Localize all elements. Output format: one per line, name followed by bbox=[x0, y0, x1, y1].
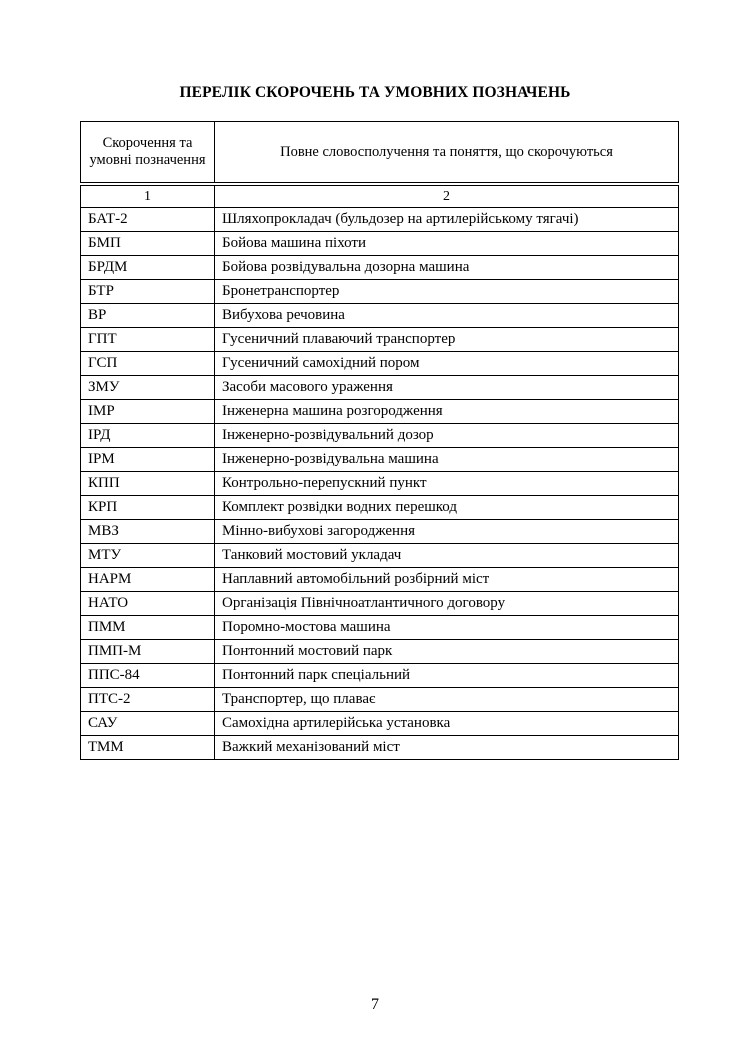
page-number: 7 bbox=[371, 996, 379, 1013]
full-term-cell: Інженерна машина розгородження bbox=[215, 400, 679, 424]
table-row bbox=[81, 472, 679, 496]
full-term-cell: Важкий механізований міст bbox=[215, 736, 679, 760]
full-term-cell: Понтонний парк спеціальний bbox=[215, 664, 679, 688]
table-row bbox=[81, 424, 679, 448]
full-term-cell: Гусеничний самохідний пором bbox=[215, 352, 679, 376]
table-row bbox=[81, 232, 679, 256]
full-term-cell: Інженерно-розвідувальна машина bbox=[215, 448, 679, 472]
abbreviation-cell: НАРМ bbox=[81, 568, 215, 592]
abbreviation-cell: МВЗ bbox=[81, 520, 215, 544]
abbreviation-cell: САУ bbox=[81, 712, 215, 736]
table-row bbox=[81, 256, 679, 280]
abbreviation-cell: БАТ-2 bbox=[81, 208, 215, 232]
page-title: ПЕРЕЛІК СКОРОЧЕНЬ ТА УМОВНИХ ПОЗНАЧЕНЬ bbox=[179, 84, 571, 101]
abbreviation-cell: ПММ bbox=[81, 616, 215, 640]
full-term-cell: Бойова розвідувальна дозорна машина bbox=[215, 256, 679, 280]
header-abbreviation: Скорочення та умовні позначення bbox=[81, 122, 215, 183]
full-term-cell: Бронетранспортер bbox=[215, 280, 679, 304]
abbreviations-table-container bbox=[80, 121, 678, 760]
abbreviation-cell: ТММ bbox=[81, 736, 215, 760]
full-term-cell: Понтонний мостовий парк bbox=[215, 640, 679, 664]
column-number-section bbox=[81, 183, 679, 208]
table-row bbox=[81, 592, 679, 616]
abbreviation-cell: КПП bbox=[81, 472, 215, 496]
full-term-cell: Транспортер, що плаває bbox=[215, 688, 679, 712]
abbreviation-cell: ІРМ bbox=[81, 448, 215, 472]
full-term-cell: Засоби масового ураження bbox=[215, 376, 679, 400]
full-term-cell: Контрольно-перепускний пункт bbox=[215, 472, 679, 496]
table-row bbox=[81, 448, 679, 472]
abbreviation-cell: ЗМУ bbox=[81, 376, 215, 400]
full-term-cell: Наплавний автомобільний розбірний міст bbox=[215, 568, 679, 592]
full-term-cell: Поромно-мостова машина bbox=[215, 616, 679, 640]
abbreviation-cell: ППС-84 bbox=[81, 664, 215, 688]
table-row bbox=[81, 688, 679, 712]
abbreviation-cell: ПТС-2 bbox=[81, 688, 215, 712]
table-row bbox=[81, 304, 679, 328]
table-header bbox=[81, 122, 679, 183]
column-number-row bbox=[81, 186, 679, 208]
full-term-cell: Комплект розвідки водних перешкод bbox=[215, 496, 679, 520]
abbreviation-cell: ВР bbox=[81, 304, 215, 328]
table-row bbox=[81, 208, 679, 232]
header-row bbox=[81, 122, 679, 183]
table-row bbox=[81, 520, 679, 544]
abbreviation-cell: ГСП bbox=[81, 352, 215, 376]
column-number-2: 2 bbox=[215, 186, 679, 208]
column-number-1: 1 bbox=[81, 186, 215, 208]
table-row bbox=[81, 640, 679, 664]
table-row bbox=[81, 376, 679, 400]
full-term-cell: Гусеничний плаваючий транспортер bbox=[215, 328, 679, 352]
abbreviation-cell: БРДМ bbox=[81, 256, 215, 280]
abbreviation-cell: ІРД bbox=[81, 424, 215, 448]
table-row bbox=[81, 544, 679, 568]
abbreviation-cell: НАТО bbox=[81, 592, 215, 616]
abbreviation-cell: МТУ bbox=[81, 544, 215, 568]
abbreviation-cell: ГПТ bbox=[81, 328, 215, 352]
table-row bbox=[81, 400, 679, 424]
abbreviation-cell: КРП bbox=[81, 496, 215, 520]
full-term-cell: Організація Північноатлантичного договору bbox=[215, 592, 679, 616]
table-row bbox=[81, 568, 679, 592]
abbreviation-cell: БМП bbox=[81, 232, 215, 256]
full-term-cell: Бойова машина піхоти bbox=[215, 232, 679, 256]
abbreviation-cell: БТР bbox=[81, 280, 215, 304]
table-row bbox=[81, 736, 679, 760]
full-term-cell: Мінно-вибухові загородження bbox=[215, 520, 679, 544]
abbreviations-table bbox=[80, 121, 679, 760]
table-row bbox=[81, 280, 679, 304]
full-term-cell: Інженерно-розвідувальний дозор bbox=[215, 424, 679, 448]
full-term-cell: Танковий мостовий укладач bbox=[215, 544, 679, 568]
full-term-cell: Самохідна артилерійська установка bbox=[215, 712, 679, 736]
table-body bbox=[81, 208, 679, 760]
table-row bbox=[81, 328, 679, 352]
table-row bbox=[81, 352, 679, 376]
table-row bbox=[81, 664, 679, 688]
abbreviation-cell: ПМП-М bbox=[81, 640, 215, 664]
table-row bbox=[81, 712, 679, 736]
abbreviation-cell: ІМР bbox=[81, 400, 215, 424]
table-row bbox=[81, 496, 679, 520]
table-row bbox=[81, 616, 679, 640]
full-term-cell: Вибухова речовина bbox=[215, 304, 679, 328]
header-full-term: Повне словосполучення та поняття, що скорочуються bbox=[215, 122, 679, 183]
full-term-cell: Шляхопрокладач (бульдозер на артилерійському тягачі) bbox=[215, 208, 679, 232]
